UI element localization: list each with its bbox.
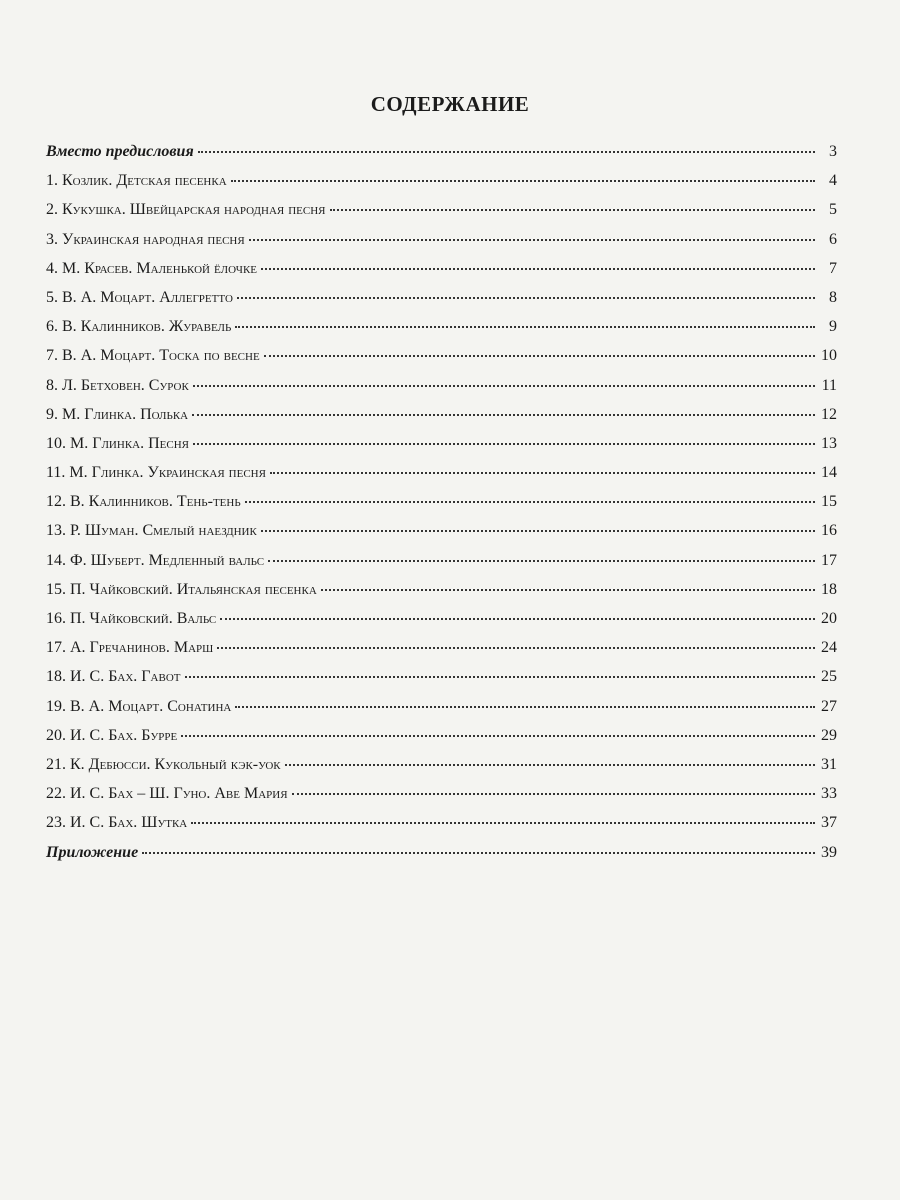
toc-entry (46, 546, 837, 575)
toc-entry (46, 283, 837, 312)
toc-entry-page-number: 25 (821, 668, 837, 686)
toc-entry-label: 7. В. А. Моцарт. Тоска по весне (46, 347, 260, 365)
dot-leader (285, 763, 815, 766)
dot-leader (193, 384, 815, 387)
dot-leader (330, 208, 815, 211)
dot-leader (235, 325, 815, 328)
toc-entry (46, 137, 837, 166)
toc-entry-page-number: 8 (829, 288, 837, 306)
toc-entry-page-number: 15 (821, 493, 837, 511)
toc-entry (46, 166, 837, 195)
toc-entry (46, 721, 837, 750)
dot-leader (261, 267, 815, 270)
toc-entry-page-number: 29 (821, 726, 837, 744)
toc-entry-page-number: 33 (821, 785, 837, 803)
toc-entry (46, 838, 837, 867)
toc-entry-page-number: 24 (821, 639, 837, 657)
toc-entry (46, 604, 837, 633)
toc-entry-label: 11. М. Глинка. Украинская песня (46, 464, 266, 482)
toc-entry (46, 312, 837, 341)
dot-leader (193, 442, 815, 445)
toc-entry (46, 633, 837, 662)
dot-leader (191, 821, 815, 824)
toc-entry-label: 20. И. С. Бах. Бурре (46, 726, 178, 744)
dot-leader (231, 179, 815, 182)
toc-entry-page-number: 17 (821, 551, 837, 569)
dot-leader (220, 617, 815, 620)
dot-leader (261, 529, 815, 532)
toc-entry-label: 16. П. Чайковский. Вальс (46, 610, 217, 627)
dot-leader (249, 238, 815, 241)
toc-entry-page-number: 5 (829, 201, 837, 219)
toc-entry-page-number: 16 (821, 522, 837, 540)
page-title: СОДЕРЖАНИЕ (370, 92, 530, 116)
dot-leader (292, 792, 815, 795)
toc-entry-page-number: 10 (821, 347, 837, 365)
toc-entry-label: 17. А. Гречанинов. Марш (46, 639, 214, 657)
toc-entry (46, 575, 837, 604)
toc-entry (46, 692, 837, 721)
dot-leader (235, 705, 815, 708)
toc-entry-page-number: 20 (821, 610, 837, 627)
toc-entry-label: 23. И. С. Бах. Шутка (46, 814, 188, 832)
toc-entry (46, 254, 837, 283)
toc-entry-page-number: 7 (829, 259, 837, 277)
dot-leader (192, 413, 815, 416)
dot-leader (237, 296, 815, 299)
toc-entry-label: 19. В. А. Моцарт. Сонатина (46, 697, 232, 715)
toc-entry (46, 371, 837, 400)
toc-entry-label: Вместо предисловия (46, 143, 194, 160)
toc-entry (46, 662, 837, 691)
toc-entry (46, 779, 837, 808)
toc-entry (46, 400, 837, 429)
dot-leader (321, 588, 815, 591)
toc-entry-label: 14. Ф. Шуберт. Медленный вальс (46, 551, 265, 569)
toc-entry-label: 1. Козлик. Детская песенка (46, 172, 227, 190)
toc-entry (46, 195, 837, 224)
toc-entry-page-number: 6 (829, 230, 837, 248)
dot-leader (264, 354, 815, 357)
toc-entry-page-number: 14 (821, 464, 837, 482)
toc-entry (46, 516, 837, 545)
toc-entry-page-number: 11 (821, 376, 837, 394)
toc-entry-page-number: 12 (821, 405, 837, 423)
toc-entry-label: 13. Р. Шуман. Смелый наездник (46, 522, 257, 540)
dot-leader (217, 646, 815, 649)
toc-entry-label: 5. В. А. Моцарт. Аллегретто (46, 288, 233, 306)
toc-entry-label: 12. В. Калинников. Тень-тень (46, 493, 241, 511)
toc-entry (46, 750, 837, 779)
toc-entry-label: 9. М. Глинка. Полька (46, 405, 189, 423)
dot-leader (268, 559, 815, 562)
dot-leader (270, 471, 815, 474)
dot-leader (185, 675, 816, 678)
toc-entry-label: 10. М. Глинка. Песня (46, 434, 189, 452)
dot-leader (181, 734, 815, 737)
toc-entry-page-number: 13 (821, 434, 837, 452)
toc-entry (46, 225, 837, 254)
toc-entry-page-number: 39 (821, 843, 837, 861)
dot-leader (142, 851, 815, 854)
table-of-contents (46, 137, 837, 867)
toc-entry-page-number: 9 (829, 318, 837, 336)
toc-entry-label: 4. М. Красев. Маленькой ёлочке (46, 259, 258, 277)
toc-entry-page-number: 4 (829, 172, 837, 190)
toc-entry (46, 487, 837, 516)
toc-entry-page-number: 37 (821, 814, 837, 832)
toc-entry-page-number: 18 (821, 580, 837, 598)
toc-entry-page-number: 31 (821, 755, 837, 773)
toc-entry (46, 341, 837, 370)
toc-entry-label: 15. П. Чайковский. Итальянская песенка (46, 580, 317, 598)
toc-entry-label: 18. И. С. Бах. Гавот (46, 668, 181, 686)
toc-entry-label: 2. Кукушка. Швейцарская народная песня (46, 201, 326, 219)
toc-entry-label: 6. В. Калинников. Журавель (46, 318, 232, 336)
toc-entry-label: Приложение (46, 843, 139, 861)
toc-entry-page-number: 3 (829, 143, 837, 160)
dot-leader (245, 500, 815, 503)
toc-entry-label: 22. И. С. Бах – Ш. Гуно. Аве Мария (46, 785, 288, 803)
toc-entry (46, 458, 837, 487)
dot-leader (198, 150, 815, 153)
toc-entry-label: 21. К. Дебюсси. Кукольный кэк-уок (46, 755, 281, 773)
toc-entry (46, 429, 837, 458)
toc-entry (46, 808, 837, 837)
toc-entry-label: 8. Л. Бетховен. Сурок (46, 376, 189, 394)
toc-entry-page-number: 27 (821, 697, 837, 715)
toc-entry-label: 3. Украинская народная песня (46, 230, 245, 248)
